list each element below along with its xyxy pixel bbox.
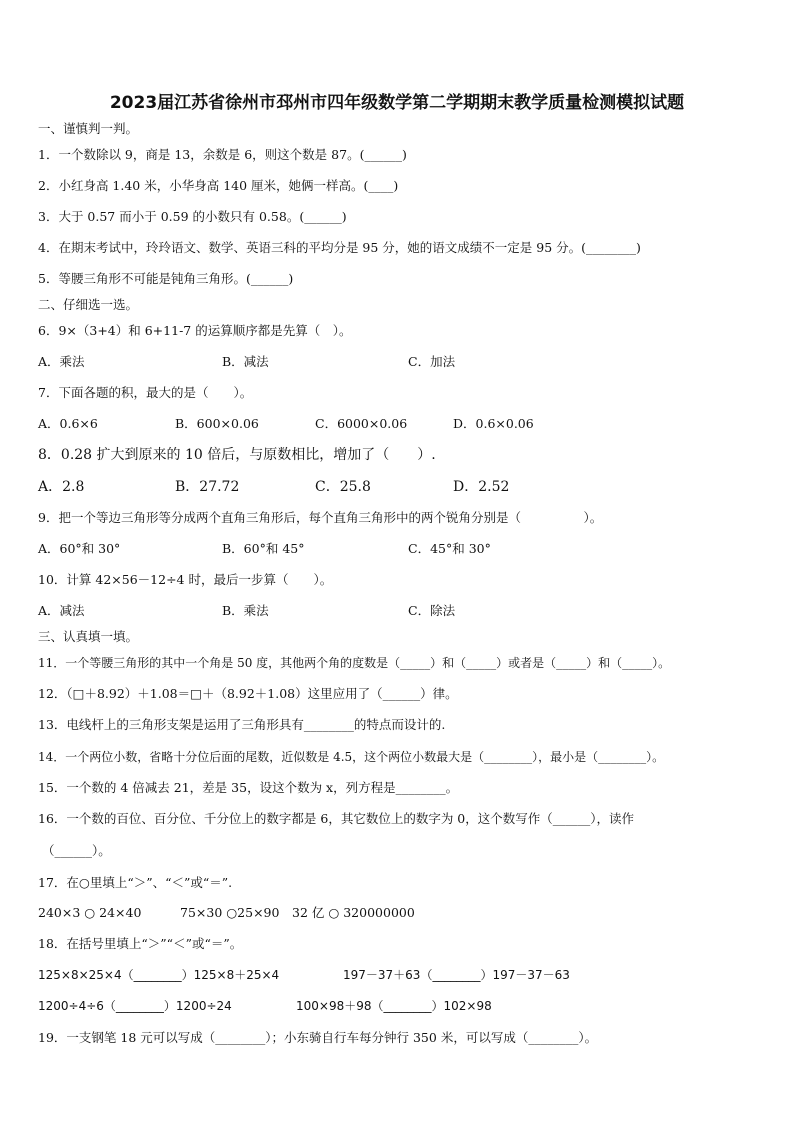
q8-option-c: C．25.8 (315, 479, 371, 495)
section-heading-3: 三、认真填一填。 (38, 629, 139, 644)
q8-option-a: A．2.8 (38, 479, 85, 495)
q17-item-3: 32 亿 ○ 320000000 (292, 905, 415, 920)
question-16: 16．一个数的百位、百分位、千分位上的数字都是 6，其它数位上的数字为 0，这个数写作（______），读作 (38, 811, 635, 826)
q18-item-2: 197－37＋63（________）197－37－63 (343, 968, 570, 982)
question-11: 11．一个等腰三角形的其中一个角是 50 度，其他两个角的度数是（_____）和（_____）或者是（_____）和（_____）。 (38, 656, 671, 670)
page-title: 2023届江苏省徐州市邳州市四年级数学第二学期期末教学质量检测模拟试题 (109, 93, 685, 113)
q8-option-d: D．2.52 (453, 479, 510, 495)
question-18: 18．在括号里填上“＞”“＜”或“＝”。 (38, 936, 243, 951)
q6-option-b: B．减法 (222, 354, 269, 369)
question-3: 3．大于 0.57 而小于 0.59 的小数只有 0.58。(______) (38, 209, 347, 224)
q9-option-c: C．45°和 30° (408, 541, 491, 556)
question-12: 12．（□＋8.92）＋1.08＝□＋（8.92＋1.08）这里应用了（______）律。 (38, 686, 458, 701)
question-5: 5．等腰三角形不可能是钝角三角形。(______) (38, 271, 294, 286)
q7-option-d: D．0.6×0.06 (453, 416, 534, 431)
q18-item-3: 1200÷4÷6（________）1200÷24 (38, 999, 232, 1013)
section-heading-2: 二、仔细选一选。 (38, 297, 139, 312)
question-16-continued: （______）。 (42, 843, 111, 858)
q9-option-a: A．60°和 30° (38, 541, 121, 556)
q7-option-a: A．0.6×6 (38, 416, 98, 431)
q17-item-2: 75×30 ○25×90 (180, 905, 280, 920)
q7-option-b: B．600×0.06 (175, 416, 259, 431)
q7-option-c: C．6000×0.06 (315, 416, 408, 431)
q9-option-b: B．60°和 45° (222, 541, 305, 556)
q18-item-4: 100×98＋98（________）102×98 (296, 999, 492, 1013)
question-19: 19．一支钢笔 18 元可以写成（________）；小东骑自行车每分钟行 350 米，可以写成（________）。 (38, 1030, 598, 1045)
q18-item-1: 125×8×25×4（________）125×8＋25×4 (38, 968, 280, 982)
q10-option-c: C．除法 (408, 603, 456, 618)
q8-option-b: B．27.72 (175, 479, 240, 495)
question-7: 7．下面各题的积，最大的是（ ）。 (38, 385, 253, 400)
q10-option-a: A．减法 (38, 603, 85, 618)
q6-option-c: C．加法 (408, 354, 456, 369)
q10-option-b: B．乘法 (222, 603, 269, 618)
q17-item-1: 240×3 ○ 24×40 (38, 905, 142, 920)
question-9: 9．把一个等边三角形等分成两个直角三角形后，每个直角三角形中的两个锐角分别是（ ）。 (38, 510, 603, 525)
question-14: 14．一个两位小数，省略十分位后面的尾数，近似数是 4.5，这个两位小数最大是（________），最小是（________）。 (38, 750, 665, 764)
question-10: 10．计算 42×56－12÷4 时，最后一步算（ ）。 (38, 572, 333, 587)
question-17: 17．在○里填上“＞”、“＜”或“＝”. (38, 875, 233, 890)
question-8: 8．0.28 扩大到原来的 10 倍后，与原数相比，增加了（ ）. (38, 447, 436, 463)
q6-option-a: A．乘法 (38, 354, 85, 369)
question-2: 2．小红身高 1.40 米，小华身高 140 厘米，她俩一样高。(____) (38, 178, 399, 193)
question-15: 15．一个数的 4 倍减去 21，差是 35，设这个数为 x，列方程是________。 (38, 780, 459, 795)
question-13: 13．电线杆上的三角形支架是运用了三角形具有________的特点而设计的. (38, 717, 446, 732)
question-4: 4．在期末考试中，玲玲语文、数学、英语三科的平均分是 95 分，她的语文成绩不一定是 95 分。(________) (38, 240, 641, 255)
section-heading-1: 一、谨慎判一判。 (38, 121, 139, 136)
question-6: 6．9×（3+4）和 6+11-7 的运算顺序都是先算（ ）。 (38, 323, 352, 338)
question-1: 1．一个数除以 9，商是 13，余数是 6，则这个数是 87。(______) (38, 147, 407, 162)
